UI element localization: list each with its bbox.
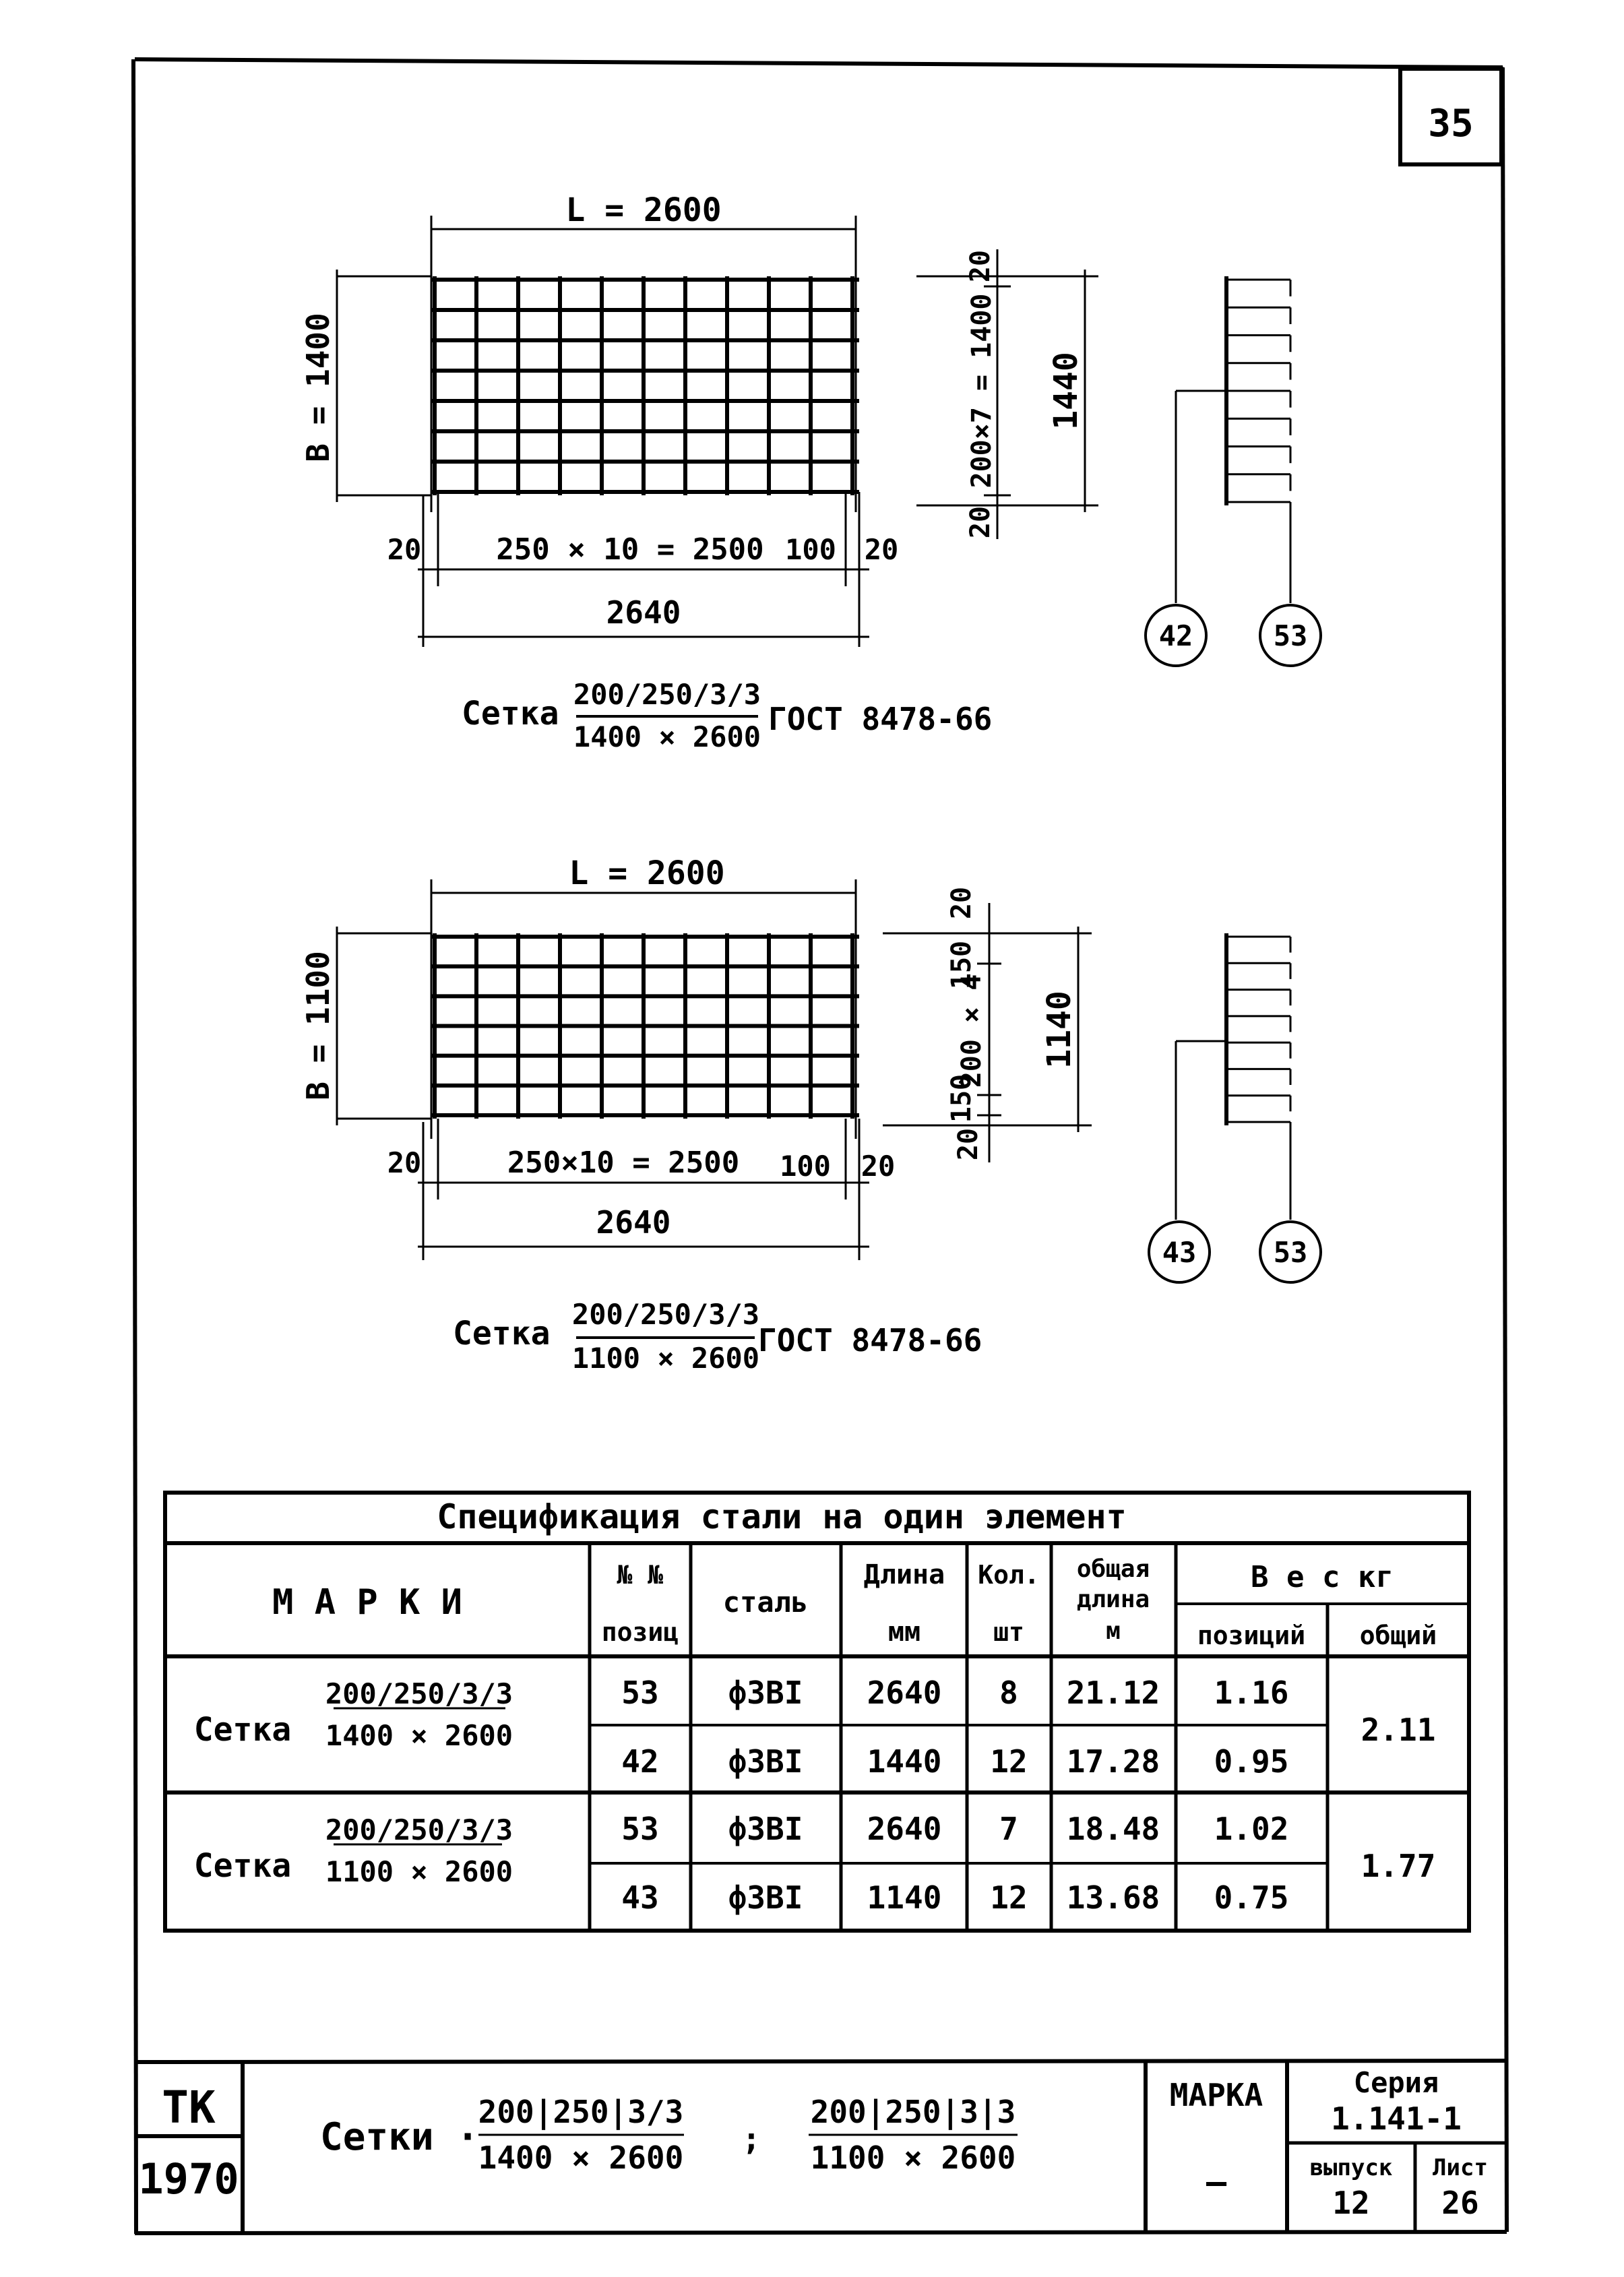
spec-cell-qty: 12 xyxy=(990,1879,1028,1916)
drawing2-side-top: 150 xyxy=(946,940,977,990)
drawing2-caption-prefix: Сетка xyxy=(453,1315,551,1352)
spec-mark-prefix: Сетка xyxy=(193,1847,292,1885)
spec-header-pos-2: позиц xyxy=(601,1617,679,1647)
spec-header-pos-1: № № xyxy=(617,1560,664,1590)
spec-header-qty-2: шт xyxy=(993,1617,1024,1647)
spec-mark-den: 1100 × 2600 xyxy=(325,1855,513,1888)
stamp-title-prefix: Сетки · xyxy=(320,2115,480,2159)
spec-header-marks: М А Р К И xyxy=(272,1582,462,1623)
spec-cell-length: 1440 xyxy=(867,1743,942,1780)
drawing2-side-total: 1140 xyxy=(1040,991,1078,1069)
drawing2-side-top-20: 20 xyxy=(946,886,977,920)
drawing2-pos-b: 53 xyxy=(1273,1236,1308,1269)
stamp-issue-label: выпуск xyxy=(1309,2154,1393,2181)
mesh-drawing-2 xyxy=(337,879,1321,1338)
stamp-separator: ; xyxy=(742,2121,761,2157)
spec-header-total-length-3: м xyxy=(1106,1617,1121,1645)
spec-header-total-length-2: длина xyxy=(1076,1586,1150,1613)
spec-cell-qty: 7 xyxy=(999,1811,1018,1847)
drawing1-total-length: 2640 xyxy=(606,594,681,631)
drawing1-caption-gost: ГОСТ 8478-66 xyxy=(768,701,993,737)
stamp-sheet-label: Лист xyxy=(1433,2154,1488,2181)
drawing1-caption-den: 1400 × 2600 xyxy=(573,720,761,753)
spec-cell-pos: 53 xyxy=(621,1675,659,1711)
spec-cell-steel: ф3ВI xyxy=(728,1675,803,1711)
spec-total-weight: 2.11 xyxy=(1361,1712,1436,1748)
stamp-series-label: Серия xyxy=(1353,2066,1439,2099)
spec-total-weight: 1.77 xyxy=(1361,1848,1436,1884)
drawing1-dim-left: 20 xyxy=(387,533,422,566)
spec-header-length-2: мм xyxy=(887,1617,921,1648)
spec-mark-prefix: Сетка xyxy=(193,1711,292,1749)
drawing1-width-label: B = 1400 xyxy=(300,313,336,462)
stamp-org: ТК xyxy=(162,2082,216,2133)
spec-mark-num: 200/250/3/3 xyxy=(325,1813,513,1846)
drawing2-pos-a: 43 xyxy=(1162,1236,1197,1269)
spec-table-body xyxy=(194,1675,1436,1916)
drawing1-caption-num: 200/250/3/3 xyxy=(573,678,761,711)
spec-cell-steel: ф3ВI xyxy=(728,1879,803,1916)
drawing1-side-bottom: 20 xyxy=(965,505,996,539)
drawing1-dim-100: 100 xyxy=(785,533,836,566)
spec-mark-den: 1400 × 2600 xyxy=(325,1719,513,1752)
spec-cell-weight: 0.75 xyxy=(1214,1879,1289,1916)
spec-cell-length: 2640 xyxy=(867,1675,942,1711)
spec-mark-num: 200/250/3/3 xyxy=(325,1677,513,1710)
drawing2-side-bottom: 20 xyxy=(953,1127,984,1161)
spec-cell-steel: ф3ВI xyxy=(728,1743,803,1780)
drawing1-side-total: 1440 xyxy=(1047,352,1085,430)
drawing1-pos-b: 53 xyxy=(1273,619,1308,652)
drawing1-side-middle: 200×7 = 1400 xyxy=(966,293,997,489)
spec-title: Спецификация стали на один элемент xyxy=(437,1497,1127,1536)
drawing1-pos-a: 42 xyxy=(1158,619,1193,652)
drawing1-caption-prefix: Сетка xyxy=(462,695,559,732)
spec-header-weight-total: общий xyxy=(1359,1621,1437,1650)
spec-header-total-length-1: общая xyxy=(1076,1555,1150,1583)
stamp-issue-value: 12 xyxy=(1332,2185,1370,2221)
spec-cell-total-length: 17.28 xyxy=(1066,1743,1160,1780)
stamp-series-value: 1.141-1 xyxy=(1331,2100,1462,2137)
drawing2-caption-num: 200/250/3/3 xyxy=(571,1298,760,1331)
stamp-frac1-num: 200|250|3/3 xyxy=(478,2094,684,2130)
drawing2-dim-right: 20 xyxy=(861,1150,896,1183)
spec-cell-pos: 42 xyxy=(621,1743,659,1780)
sheet-number: 35 xyxy=(1428,102,1474,146)
stamp-sheet-value: 26 xyxy=(1441,2185,1479,2221)
spec-cell-weight: 1.02 xyxy=(1214,1811,1289,1847)
drawing1-dim-middle: 250 × 10 = 2500 xyxy=(496,532,764,567)
drawing2-caption-den: 1100 × 2600 xyxy=(571,1342,760,1375)
spec-header-steel: сталь xyxy=(722,1586,809,1619)
spec-cell-weight: 0.95 xyxy=(1214,1743,1289,1780)
stamp-frac2-den: 1100 × 2600 xyxy=(810,2140,1016,2176)
drawing1-length-label: L = 2600 xyxy=(565,191,722,229)
drawing2-total-length: 2640 xyxy=(596,1204,671,1241)
drawing2-dim-middle: 250×10 = 2500 xyxy=(507,1146,740,1180)
spec-cell-pos: 53 xyxy=(621,1811,659,1847)
spec-cell-qty: 8 xyxy=(999,1675,1018,1711)
spec-header-weight-pos: позиций xyxy=(1197,1621,1306,1650)
spec-cell-steel: ф3ВI xyxy=(728,1811,803,1847)
stamp-marka-value: — xyxy=(1206,2162,1227,2202)
drawing2-dim-100: 100 xyxy=(780,1150,831,1183)
spec-cell-length: 2640 xyxy=(867,1811,942,1847)
spec-cell-weight: 1.16 xyxy=(1214,1675,1289,1711)
drawing2-side-middle: 200 × 4 xyxy=(956,974,987,1088)
stamp-year: 1970 xyxy=(138,2154,239,2204)
drawing2-dim-left: 20 xyxy=(387,1146,422,1179)
stamp-marka-label: МАРКА xyxy=(1169,2077,1263,2113)
spec-cell-length: 1140 xyxy=(867,1879,942,1916)
spec-cell-total-length: 13.68 xyxy=(1066,1879,1160,1916)
spec-header-qty-1: Кол. xyxy=(978,1560,1040,1590)
stamp-frac1-den: 1400 × 2600 xyxy=(478,2140,684,2176)
spec-cell-total-length: 21.12 xyxy=(1066,1675,1160,1711)
sheet-frame xyxy=(133,59,1507,2234)
spec-cell-pos: 43 xyxy=(621,1879,659,1916)
spec-cell-total-length: 18.48 xyxy=(1066,1811,1160,1847)
drawing2-length-label: L = 2600 xyxy=(569,854,725,892)
spec-header-weight: В е с кг xyxy=(1251,1560,1394,1594)
stamp-frac2-num: 200|250|3|3 xyxy=(810,2094,1016,2130)
drawing1-side-top: 20 xyxy=(965,249,996,283)
drawing2-caption-gost: ГОСТ 8478-66 xyxy=(758,1322,982,1359)
spec-header-length-1: Длина xyxy=(863,1559,945,1590)
spec-cell-qty: 12 xyxy=(990,1743,1028,1780)
drawing2-width-label: B = 1100 xyxy=(300,951,336,1100)
drawing1-dim-right: 20 xyxy=(864,533,899,566)
drawing2-side-lower: 150 xyxy=(946,1073,977,1123)
